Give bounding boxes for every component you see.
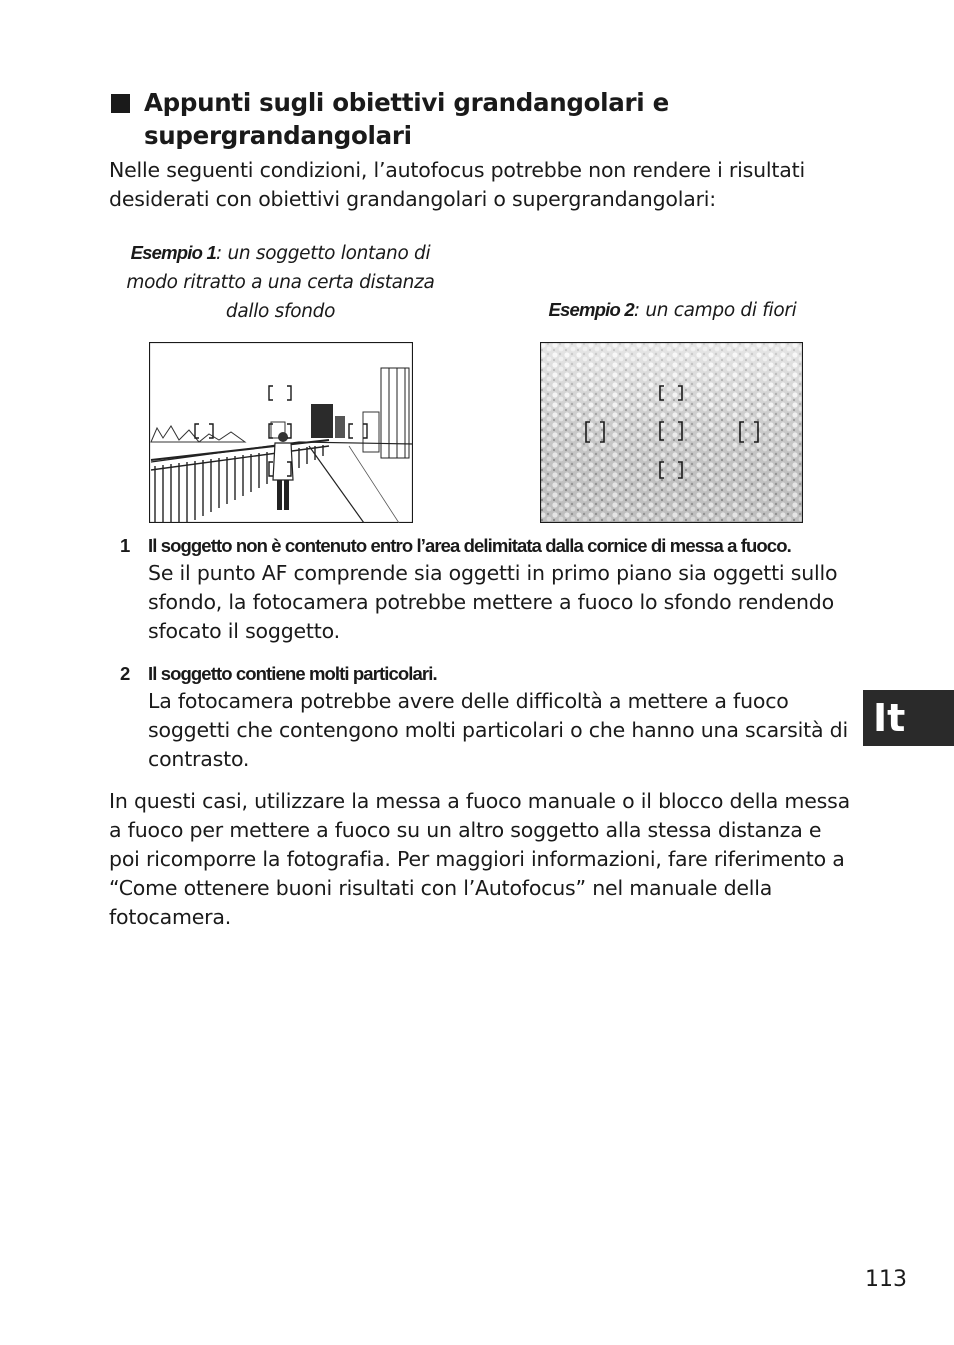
example-2-caption	[530, 295, 815, 325]
example-1-lead: Esempio 1	[130, 242, 216, 263]
example-1-caption	[108, 238, 453, 326]
list-item	[120, 661, 850, 774]
square-bullet-icon	[111, 94, 130, 113]
item-title-text: Il soggetto contiene molti particolari.	[148, 663, 437, 684]
heading-title: Appunti sugli obiettivi grandangolari e supergrandangolari	[144, 88, 669, 150]
intro-paragraph: Nelle seguenti condizioni, l’autofocus potrebbe non rendere i risultati desiderati con obiettivi grandangolari o supergrandangolari:	[109, 158, 805, 211]
item-number: 1	[120, 535, 130, 556]
example-1-photo	[149, 342, 413, 523]
item-number: 2	[120, 663, 130, 684]
example-2-text: : un campo di fiori	[633, 300, 797, 321]
page-number: 113	[865, 1267, 907, 1292]
item-body: Se il punto AF comprende sia oggetti in primo piano sia oggetti sullo sfondo, la fotocamera potrebbe mettere a fuoco lo sfondo rendendo sfocato il soggetto.	[148, 561, 838, 643]
item-title	[120, 533, 850, 559]
item-title-text: Il soggetto non è contenuto entro l’area delimitata dalla cornice di messa a fuoco.	[148, 535, 791, 556]
item-title	[120, 661, 850, 687]
language-tab: It	[863, 690, 954, 746]
portrait-bridge-illustration	[149, 342, 413, 523]
example-2-lead: Esempio 2	[548, 299, 634, 320]
item-body: La fotocamera potrebbe avere delle difficoltà a mettere a fuoco soggetti che contengono molti particolari o che hanno una scarsità di contrasto.	[148, 689, 848, 771]
closing-paragraph: In questi casi, utilizzare la messa a fuoco manuale o il blocco della messa a fuoco per mettere a fuoco su un altro soggetto alla stessa distanza e poi ricomporre la fotografia. Per maggiori informazioni, fare riferimento a “Come ottenere buoni risultati con l’Autofocus” nel manuale della fotocamera.	[109, 789, 850, 929]
section-heading	[109, 86, 869, 152]
list-item	[120, 533, 850, 646]
example-1-text: : un soggetto lontano di modo ritratto a una certa distanza dallo sfondo	[126, 243, 435, 322]
flower-field-illustration	[540, 342, 803, 523]
example-2-photo	[540, 342, 803, 523]
